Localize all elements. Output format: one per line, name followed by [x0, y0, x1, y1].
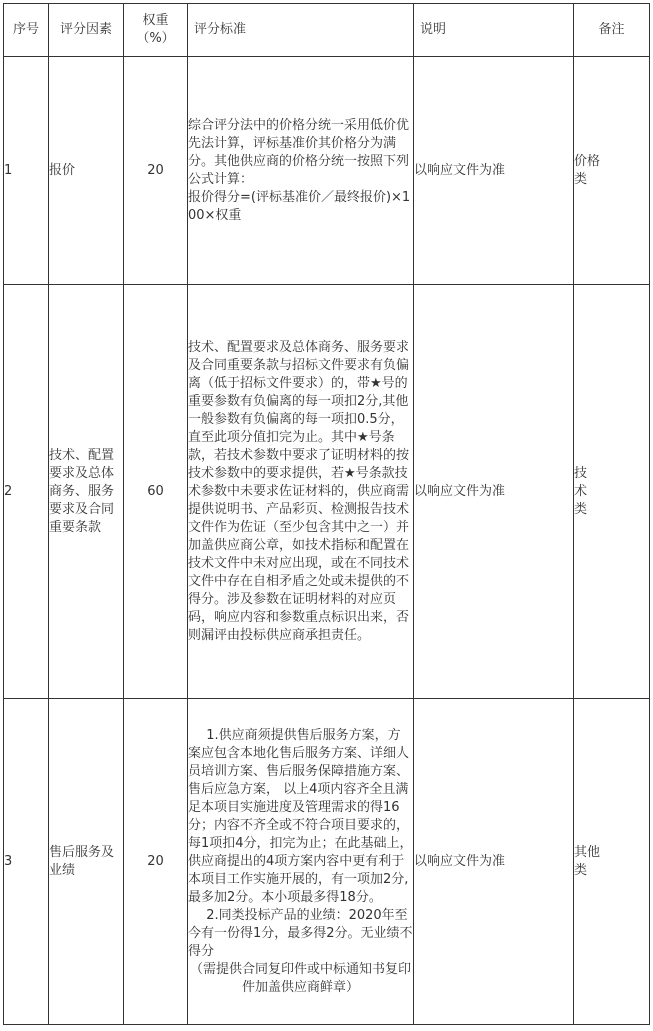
criteria-line: 报价得分=(评标基准价／最终报价)×100×权重 — [188, 189, 411, 223]
header-weight — [124, 4, 188, 57]
table-row — [4, 285, 650, 699]
row-desc: 以响应文件为准 — [414, 699, 574, 1025]
row-criteria — [188, 285, 414, 699]
criteria-line: 技术、配置要求及总体商务、服务要求及合同重要条款与招标文件要求有负偏离（低于招标文件要求）的，带★号的重要参数有负偏离的每一项扣2分,其他一般参数有负偏离的每一项扣0.5分，直至此项分值扣完为止。其中★号条款，若技术参数中要求了证明材料的按技术参数中的要求提供，若★号条款技术参数中未要求佐证材料的，供应商需提供说明书、产品彩页、检测报告技术文件作为佐证（至少包含其中之一）并加盖供应商公章，如技术指标和配置在技术文件中未对应出现，或在不同技术文件中存在自相矛盾之处或未提供的不得分。涉及参数在证明材料的对应页码，响应内容和参数重点标识出来，否则漏评由投标供应商承担责任。 — [188, 339, 410, 643]
row-desc: 以响应文件为准 — [414, 285, 574, 699]
criteria-line: 综合评分法中的价格分统一采用低价优先法计算，评标基准价其价格分为满分。其他供应商的价格分统一按照下列公式计算： — [188, 117, 410, 187]
table-header-row — [4, 4, 650, 57]
table-row — [4, 699, 650, 1025]
row-desc: 以响应文件为准 — [414, 57, 574, 285]
row-remark — [574, 699, 650, 1025]
row-weight: 20 — [124, 57, 188, 285]
row-index: 3 — [4, 699, 49, 1025]
row-weight: 60 — [124, 285, 188, 699]
scoring-table — [3, 3, 650, 1025]
table-row — [4, 57, 650, 285]
criteria-line: 1.供应商须提供售后服务方案，方案应包含本地化售后服务方案、详细人员培训方案、售后服务保障措施方案、售后应急方案， 以上4项内容齐全且满足本项目实施进度及管理需求的得16分；内容不齐全或不符合项目要求的，每1项扣4分，扣完为止；在此基础上，供应商提出的4项方案内容中更有利于本项目工作实施开展的，有一项加2分,最多加2分。本小项最多得18分。 — [188, 727, 413, 905]
row-remark — [574, 285, 650, 699]
header-weight-label: 权重（%） — [136, 13, 175, 46]
criteria-line: （需提供合同复印件或中标通知书复印件加盖供应商鲜章） — [189, 961, 411, 995]
row-factor: 技术、配置要求及总体商务、服务要求及合同重要条款 — [49, 285, 124, 699]
row-index: 2 — [4, 285, 49, 699]
row-factor: 报价 — [49, 57, 124, 285]
row-factor: 售后服务及业绩 — [49, 699, 124, 1025]
header-factor: 评分因素 — [49, 4, 124, 57]
row-index: 1 — [4, 57, 49, 285]
header-index: 序号 — [4, 4, 49, 57]
row-remark-text: 价格类 — [574, 153, 601, 187]
criteria-line: 2.同类投标产品的业绩：2020年至今有一份得1分，最多得2分。无业绩不得分 — [188, 907, 413, 959]
row-remark — [574, 57, 650, 285]
row-remark-text: 其他类 — [574, 844, 601, 878]
header-criteria: 评分标准 — [188, 4, 414, 57]
header-desc: 说明 — [414, 4, 574, 57]
header-remark: 备注 — [574, 4, 650, 57]
row-criteria — [188, 57, 414, 285]
row-criteria — [188, 699, 414, 1025]
row-remark-text: 技术类 — [574, 465, 588, 517]
row-weight: 20 — [124, 699, 188, 1025]
